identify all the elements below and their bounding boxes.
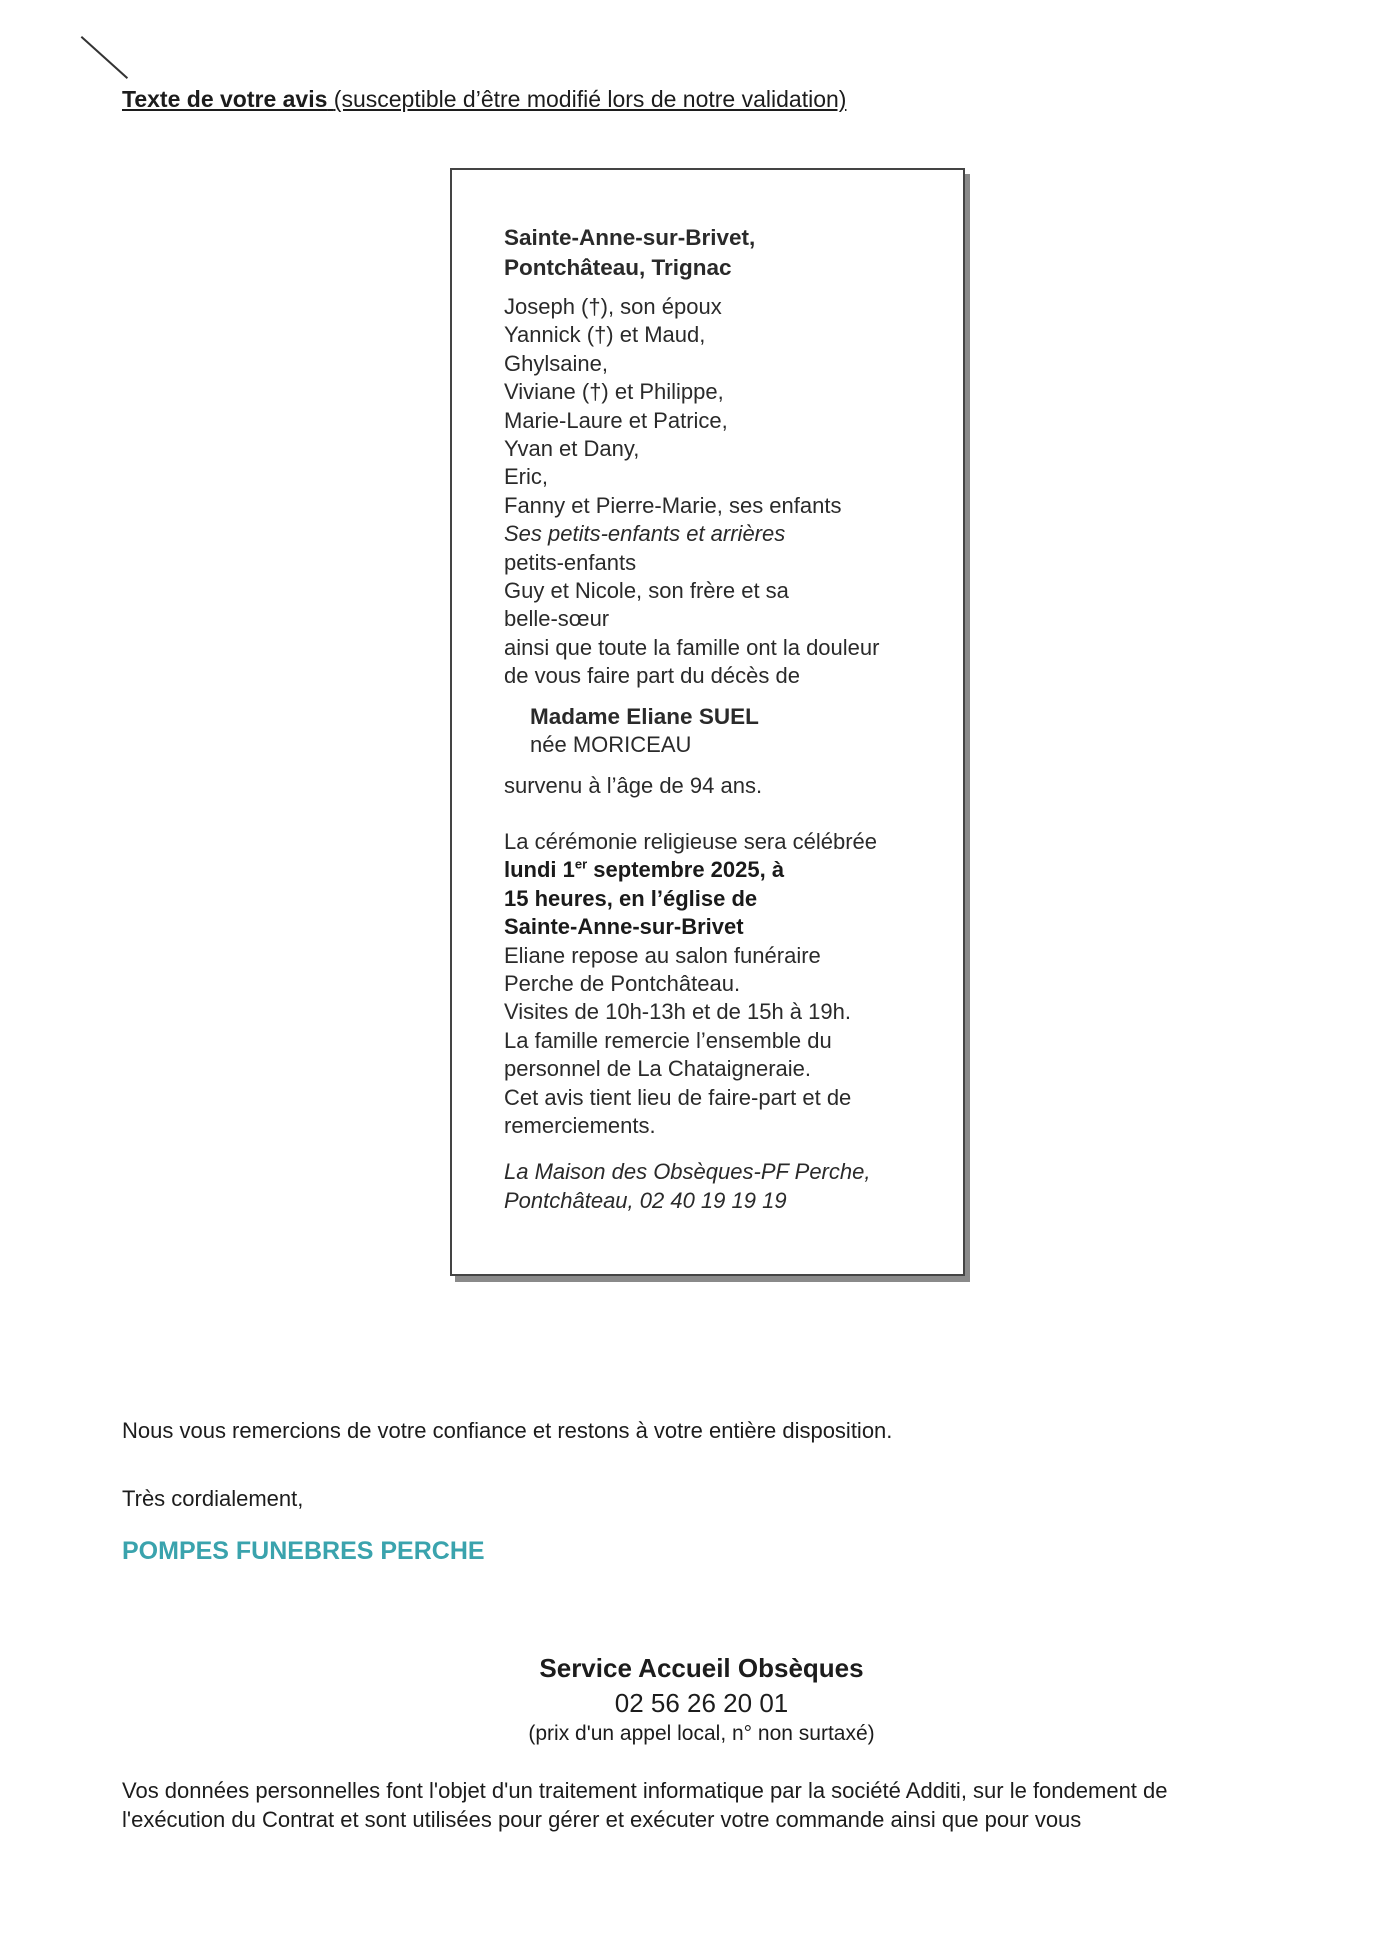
location-line: Sainte-Anne-sur-Brivet, xyxy=(504,225,756,250)
info-line: Visites de 10h-13h et de 15h à 19h. xyxy=(504,999,851,1025)
privacy-line: l'exécution du Contrat et sont utilisées pour gérer et exécuter votre commande ainsi que pour vous xyxy=(122,1807,1082,1832)
info-line: Eliane repose au salon funéraire xyxy=(504,942,821,968)
family-line: Yannick (†) et Maud, xyxy=(504,322,706,348)
ceremony-day: lundi 1 xyxy=(504,857,575,883)
announce-line: ainsi que toute la famille ont la douleur xyxy=(504,634,880,660)
info-line: Perche de Pontchâteau. xyxy=(504,970,741,996)
family-list xyxy=(504,293,944,691)
sibling-line: belle-sœur xyxy=(504,606,610,632)
notice-locations xyxy=(504,223,944,283)
privacy-line: Vos données personnelles font l'objet d'un traitement informatique par la société Additi, sur le fondement de xyxy=(122,1778,1168,1803)
privacy-notice xyxy=(122,1776,1297,1834)
obituary-notice xyxy=(504,223,944,1215)
deceased-name: Madame Eliane SUEL xyxy=(530,703,759,729)
service-title: Service Accueil Obsèques xyxy=(539,1653,864,1683)
signature-line: Pontchâteau, 02 40 19 19 19 xyxy=(504,1187,787,1213)
location-line: Pontchâteau, Trignac xyxy=(504,255,732,280)
family-line: Fanny et Pierre-Marie, ses enfants xyxy=(504,492,842,518)
grandchildren-line: Ses petits-enfants et arrières xyxy=(504,521,786,547)
info-line: Cet avis tient lieu de faire-part et de xyxy=(504,1084,852,1110)
deceased-block xyxy=(504,703,944,760)
greeting-text: Très cordialement, xyxy=(122,1486,304,1511)
notice-signature xyxy=(504,1158,944,1215)
company-name: POMPES FUNEBRES PERCHE xyxy=(122,1537,485,1565)
thanks-text: Nous vous remercions de votre confiance et restons à votre entière disposition. xyxy=(122,1418,893,1443)
notice-header xyxy=(122,86,846,113)
age-line: survenu à l’âge de 94 ans. xyxy=(504,772,763,798)
family-line: Viviane (†) et Philippe, xyxy=(504,379,724,405)
service-phone: 02 56 26 20 01 xyxy=(614,1688,789,1718)
family-line: Eric, xyxy=(504,464,548,490)
family-line: Joseph (†), son époux xyxy=(504,294,722,319)
sibling-line: Guy et Nicole, son frère et sa xyxy=(504,578,789,604)
signature-line: La Maison des Obsèques-PF Perche, xyxy=(504,1159,871,1185)
ceremony-day-sup: er xyxy=(574,856,588,872)
service-note: (prix d'un appel local, n° non surtaxé) xyxy=(528,1722,875,1745)
announce-line: de vous faire part du décès de xyxy=(504,663,800,689)
ceremony-time-place: 15 heures, en l’église de xyxy=(504,885,758,911)
ceremony-church: Sainte-Anne-sur-Brivet xyxy=(504,914,744,940)
pen-mark xyxy=(81,36,128,79)
ceremony-date xyxy=(504,856,944,884)
info-line: La famille remercie l’ensemble du xyxy=(504,1027,832,1053)
family-line: Marie-Laure et Patrice, xyxy=(504,407,728,433)
grandchildren-line: petits-enfants xyxy=(504,549,637,575)
family-line: Yvan et Dany, xyxy=(504,436,640,462)
deceased-maiden-name: née MORICEAU xyxy=(530,732,692,758)
notice-header-title: Texte de votre avis xyxy=(122,86,328,112)
ceremony-intro: La cérémonie religieuse sera célébrée xyxy=(504,828,877,854)
info-line: remerciements. xyxy=(504,1112,656,1138)
family-line: Ghylsaine, xyxy=(504,350,608,376)
ceremony-block xyxy=(504,828,944,1140)
ceremony-date-rest: septembre 2025, à xyxy=(587,857,785,883)
info-line: personnel de La Chataigneraie. xyxy=(504,1056,812,1082)
notice-header-note: (susceptible d’être modifié lors de notre validation) xyxy=(333,86,847,112)
